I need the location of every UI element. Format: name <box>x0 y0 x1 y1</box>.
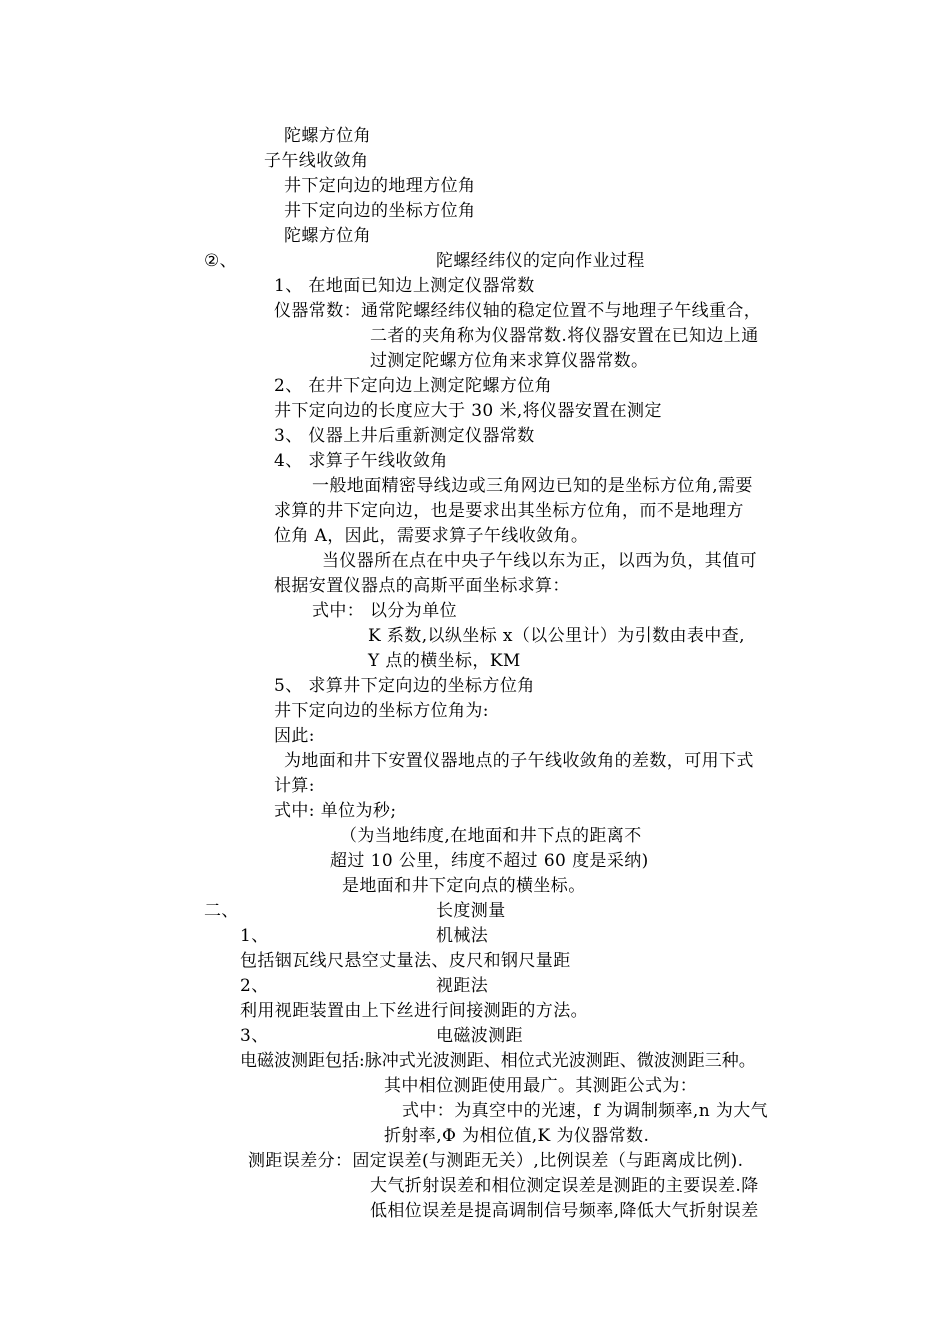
subsection-heading: 电磁波测距 <box>436 1026 523 1046</box>
text-line: 其中相位测距使用最广。其测距公式为： <box>384 1076 698 1096</box>
text-line: 超过 10 公里，纬度不超过 60 度是采纳) <box>330 851 649 871</box>
text-line: 3、 仪器上井后重新测定仪器常数 <box>274 426 535 446</box>
text-line: 电磁波测距包括:脉冲式光波测距、相位式光波测距、微波测距三种。 <box>240 1051 756 1071</box>
text-line: 井下定向边的坐标方位角 <box>284 201 476 221</box>
text-line: Y 点的横坐标，KM <box>368 651 521 671</box>
subsection-number: 3、 <box>240 1026 269 1046</box>
text-line: 根据安置仪器点的高斯平面坐标求算： <box>274 576 570 596</box>
text-line: 为地面和井下安置仪器地点的子午线收敛角的差数，可用下式 <box>284 751 754 771</box>
section-number: ②、 <box>204 251 238 271</box>
text-line: 过测定陀螺方位角来求算仪器常数。 <box>370 351 649 371</box>
text-line: 计算: <box>274 776 315 796</box>
text-line: 当仪器所在点在中央子午线以东为正，以西为负，其值可 <box>322 551 757 571</box>
text-line: 式中: 单位为秒; <box>274 801 397 821</box>
text-line: 是地面和井下定向点的横坐标。 <box>342 876 586 896</box>
text-line: 式中： 以分为单位 <box>312 601 458 621</box>
text-line: 位角 A，因此，需要求算子午线收敛角。 <box>274 526 589 546</box>
text-line: 陀螺方位角 <box>284 126 371 146</box>
text-line: 仪器常数：通常陀螺经纬仪轴的稳定位置不与地理子午线重合， <box>274 301 762 321</box>
text-line: 利用视距装置由上下丝进行间接测距的方法。 <box>240 1001 588 1021</box>
text-line: 包括铟瓦线尺悬空丈量法、皮尺和钢尺量距 <box>240 951 571 971</box>
subsection-heading: 机械法 <box>436 926 489 946</box>
text-line: 测距误差分：固定误差(与测距无关）,比例误差（与距离成比例). <box>248 1151 744 1171</box>
text-line: 子午线收敛角 <box>264 151 369 171</box>
text-line: 一般地面精密导线边或三角网边已知的是坐标方位角,需要 <box>312 476 753 496</box>
text-line: （为当地纬度,在地面和井下点的距离不 <box>340 826 642 846</box>
subsection-number: 2、 <box>240 976 269 996</box>
text-line: 陀螺方位角 <box>284 226 371 246</box>
text-line: 折射率,Φ 为相位值,K 为仪器常数. <box>384 1126 650 1146</box>
text-line: 求算的井下定向边，也是要求出其坐标方位角，而不是地理方 <box>274 501 744 521</box>
text-line: 式中：为真空中的光速，f 为调制频率,n 为大气 <box>402 1101 769 1121</box>
text-line: 井下定向边的长度应大于 30 米,将仪器安置在测定 <box>274 401 662 421</box>
text-line: 2、 在井下定向边上测定陀螺方位角 <box>274 376 553 396</box>
text-line: K 系数,以纵坐标 x（以公里计）为引数由表中查, <box>368 626 745 646</box>
section-number: 二、 <box>204 901 239 921</box>
subsection-number: 1、 <box>240 926 269 946</box>
text-line: 大气折射误差和相位测定误差是测距的主要误差.降 <box>370 1176 759 1196</box>
text-line: 4、 求算子午线收敛角 <box>274 451 448 471</box>
text-line: 井下定向边的坐标方位角为: <box>274 701 489 721</box>
text-line: 低相位误差是提高调制信号频率,降低大气折射误差 <box>370 1201 759 1221</box>
subsection-heading: 视距法 <box>436 976 489 996</box>
section-heading: 长度测量 <box>436 901 506 921</box>
text-line: 1、 在地面已知边上测定仪器常数 <box>274 276 535 296</box>
section-heading: 陀螺经纬仪的定向作业过程 <box>436 251 645 271</box>
text-line: 5、 求算井下定向边的坐标方位角 <box>274 676 535 696</box>
text-line: 因此: <box>274 726 315 746</box>
text-line: 二者的夹角称为仪器常数.将仪器安置在已知边上通 <box>370 326 759 346</box>
text-line: 井下定向边的地理方位角 <box>284 176 476 196</box>
